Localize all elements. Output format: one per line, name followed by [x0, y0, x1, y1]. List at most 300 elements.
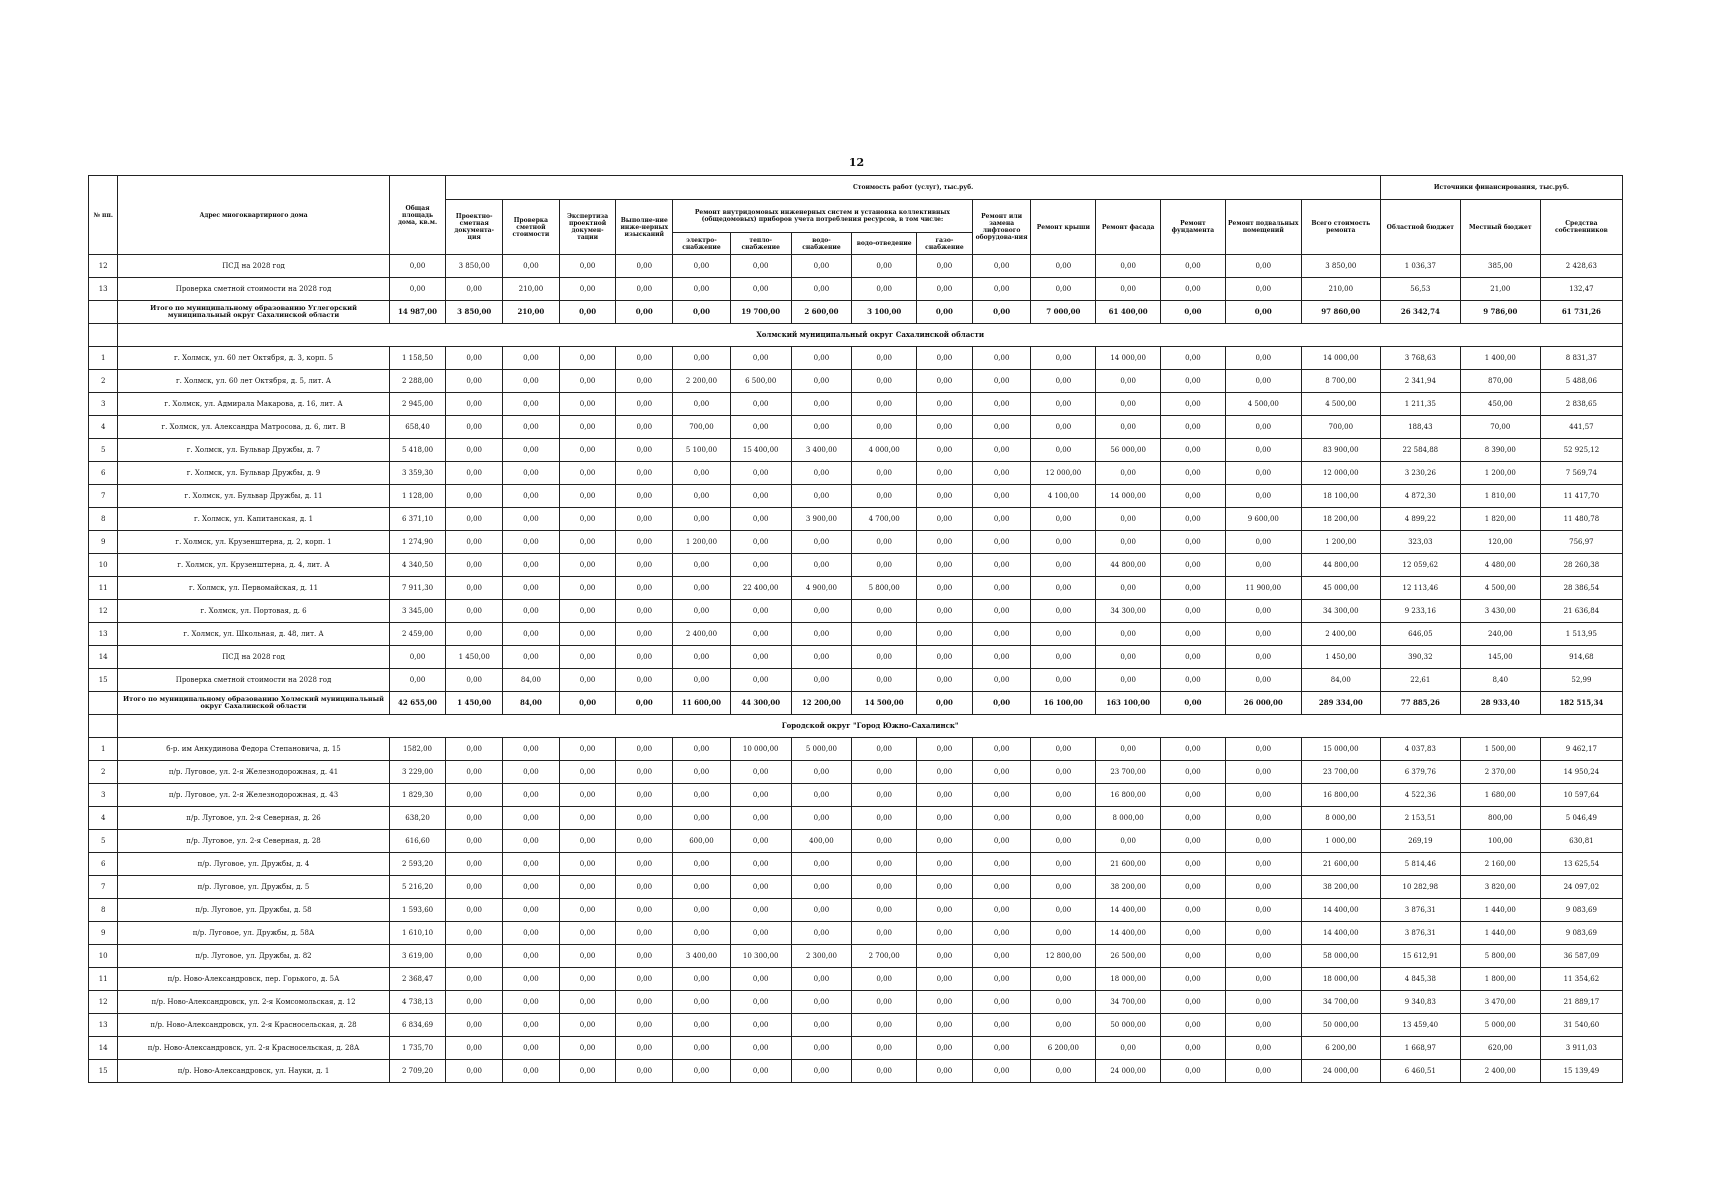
value-cell: 0,00 — [852, 761, 917, 784]
value-cell: 0,00 — [446, 439, 503, 462]
table-row — [89, 416, 1623, 439]
value-cell: 34 300,00 — [1096, 600, 1161, 623]
value-cell: 0,00 — [1096, 623, 1161, 646]
value-cell: 0,00 — [1031, 968, 1096, 991]
value-cell: 0,00 — [673, 761, 731, 784]
table-row — [89, 945, 1623, 968]
value-cell: 0,00 — [791, 278, 852, 301]
col-survey-header: Выполне-ние инже-нерных изысканий — [616, 200, 673, 255]
value-cell: 14 950,24 — [1540, 761, 1622, 784]
value-cell: 0,00 — [616, 646, 673, 669]
value-cell: 10 597,64 — [1540, 784, 1622, 807]
value-cell: 0,00 — [972, 278, 1031, 301]
table-row — [89, 761, 1623, 784]
col-water-header: водо-снабжение — [791, 233, 852, 255]
value-cell: 0,00 — [972, 761, 1031, 784]
value-cell: 1 200,00 — [1301, 531, 1380, 554]
value-cell: 19 700,00 — [730, 301, 791, 324]
value-cell: 12 000,00 — [1031, 462, 1096, 485]
value-cell: 0,00 — [972, 830, 1031, 853]
value-cell: 1 500,00 — [1460, 738, 1540, 761]
address-cell: г. Холмск, ул. Первомайская, д. 11 — [118, 577, 389, 600]
value-cell: 0,00 — [1161, 922, 1226, 945]
value-cell: 0,00 — [1225, 462, 1301, 485]
value-cell: 1 593,60 — [389, 899, 446, 922]
value-cell: 385,00 — [1460, 255, 1540, 278]
row-number-cell: 12 — [89, 991, 118, 1014]
value-cell: 0,00 — [559, 1037, 616, 1060]
value-cell: 9 083,69 — [1540, 922, 1622, 945]
value-cell: 0,00 — [917, 531, 973, 554]
value-cell: 0,00 — [852, 968, 917, 991]
value-cell: 0,00 — [1161, 830, 1226, 853]
value-cell: 0,00 — [1031, 393, 1096, 416]
value-cell: 0,00 — [559, 416, 616, 439]
value-cell: 8 000,00 — [1096, 807, 1161, 830]
table-row — [89, 922, 1623, 945]
value-cell: 0,00 — [852, 531, 917, 554]
value-cell: 2 945,00 — [389, 393, 446, 416]
value-cell: 0,00 — [503, 991, 560, 1014]
value-cell: 0,00 — [917, 1037, 973, 1060]
value-cell: 0,00 — [616, 301, 673, 324]
address-cell: г. Холмск, ул. 60 лет Октября, д. 5, лит. А — [118, 370, 389, 393]
value-cell: 1 400,00 — [1460, 347, 1540, 370]
value-cell: 0,00 — [616, 945, 673, 968]
value-cell: 390,32 — [1380, 646, 1460, 669]
value-cell: 0,00 — [1161, 945, 1226, 968]
value-cell: 0,00 — [1225, 600, 1301, 623]
row-number-cell: 13 — [89, 278, 118, 301]
value-cell: 0,00 — [503, 600, 560, 623]
value-cell: 3 876,31 — [1380, 922, 1460, 945]
table-row — [89, 370, 1623, 393]
value-cell: 0,00 — [559, 669, 616, 692]
table-row — [89, 485, 1623, 508]
value-cell: 0,00 — [1161, 623, 1226, 646]
value-cell: 0,00 — [791, 968, 852, 991]
value-cell: 0,00 — [1031, 761, 1096, 784]
value-cell: 0,00 — [972, 991, 1031, 1014]
value-cell: 22 584,88 — [1380, 439, 1460, 462]
address-cell: ПСД на 2028 год — [118, 255, 389, 278]
value-cell: 0,00 — [446, 899, 503, 922]
value-cell: 0,00 — [972, 393, 1031, 416]
value-cell: 3 850,00 — [446, 255, 503, 278]
value-cell: 0,00 — [616, 669, 673, 692]
value-cell: 620,00 — [1460, 1037, 1540, 1060]
value-cell: 700,00 — [673, 416, 731, 439]
value-cell: 0,00 — [730, 1014, 791, 1037]
value-cell: 0,00 — [616, 577, 673, 600]
value-cell: 9 462,17 — [1540, 738, 1622, 761]
table-row — [89, 968, 1623, 991]
address-cell: п/р. Ново-Александровск, ул. Науки, д. 1 — [118, 1060, 389, 1083]
value-cell: 0,00 — [852, 462, 917, 485]
value-cell: 0,00 — [503, 968, 560, 991]
value-cell: 0,00 — [673, 577, 731, 600]
value-cell: 1 450,00 — [1301, 646, 1380, 669]
value-cell: 11 900,00 — [1225, 577, 1301, 600]
value-cell: 0,00 — [389, 255, 446, 278]
row-number-cell: 2 — [89, 761, 118, 784]
col-expertise-header: Экспертиза проектной докумен-тации — [559, 200, 616, 255]
row-number-cell: 14 — [89, 1037, 118, 1060]
value-cell: 0,00 — [730, 508, 791, 531]
value-cell: 0,00 — [559, 692, 616, 715]
value-cell: 4 845,38 — [1380, 968, 1460, 991]
table-row — [89, 784, 1623, 807]
value-cell: 0,00 — [616, 738, 673, 761]
value-cell: 0,00 — [616, 439, 673, 462]
value-cell: 14 000,00 — [1301, 347, 1380, 370]
value-cell: 0,00 — [673, 784, 731, 807]
address-cell: Итого по муниципальному образованию Углегорский муниципальный округ Сахалинской области — [118, 301, 389, 324]
value-cell: 0,00 — [917, 462, 973, 485]
value-cell: 0,00 — [852, 830, 917, 853]
value-cell: 0,00 — [852, 416, 917, 439]
value-cell: 0,00 — [972, 922, 1031, 945]
value-cell: 3 430,00 — [1460, 600, 1540, 623]
value-cell: 0,00 — [730, 623, 791, 646]
value-cell: 2 593,20 — [389, 853, 446, 876]
section-header-row — [89, 324, 1623, 347]
value-cell: 0,00 — [791, 531, 852, 554]
row-number-cell: 6 — [89, 853, 118, 876]
value-cell: 0,00 — [917, 278, 973, 301]
row-number-cell: 1 — [89, 347, 118, 370]
value-cell: 0,00 — [730, 1060, 791, 1083]
value-cell: 0,00 — [559, 922, 616, 945]
value-cell: 0,00 — [972, 554, 1031, 577]
value-cell: 0,00 — [673, 278, 731, 301]
value-cell: 56 000,00 — [1096, 439, 1161, 462]
value-cell: 0,00 — [446, 370, 503, 393]
value-cell: 2 400,00 — [1301, 623, 1380, 646]
value-cell: 0,00 — [1096, 1037, 1161, 1060]
row-number-cell: 11 — [89, 968, 118, 991]
row-number-cell: 5 — [89, 830, 118, 853]
value-cell: 0,00 — [730, 876, 791, 899]
value-cell: 0,00 — [616, 416, 673, 439]
value-cell: 0,00 — [972, 347, 1031, 370]
value-cell: 0,00 — [1031, 876, 1096, 899]
value-cell: 3 820,00 — [1460, 876, 1540, 899]
value-cell: 0,00 — [1225, 991, 1301, 1014]
value-cell: 6 379,76 — [1380, 761, 1460, 784]
value-cell: 38 200,00 — [1096, 876, 1161, 899]
value-cell: 8 831,37 — [1540, 347, 1622, 370]
value-cell: 1 274,90 — [389, 531, 446, 554]
row-number-cell: 5 — [89, 439, 118, 462]
value-cell: 16 100,00 — [1031, 692, 1096, 715]
value-cell: 0,00 — [559, 853, 616, 876]
value-cell: 0,00 — [1031, 623, 1096, 646]
value-cell: 0,00 — [1031, 370, 1096, 393]
value-cell: 0,00 — [730, 531, 791, 554]
value-cell: 0,00 — [446, 485, 503, 508]
value-cell: 58 000,00 — [1301, 945, 1380, 968]
address-cell: п/р. Луговое, ул. Дружбы, д. 58А — [118, 922, 389, 945]
value-cell: 0,00 — [559, 968, 616, 991]
page-number: 12 — [848, 156, 865, 169]
value-cell: 0,00 — [1096, 393, 1161, 416]
address-cell: п/р. Ново-Александровск, ул. 2-я Красносельская, д. 28 — [118, 1014, 389, 1037]
value-cell: 0,00 — [559, 1060, 616, 1083]
value-cell: 0,00 — [616, 623, 673, 646]
value-cell: 638,20 — [389, 807, 446, 830]
value-cell: 8 700,00 — [1301, 370, 1380, 393]
value-cell: 34 700,00 — [1301, 991, 1380, 1014]
value-cell: 0,00 — [673, 1037, 731, 1060]
value-cell: 0,00 — [917, 922, 973, 945]
value-cell: 0,00 — [917, 370, 973, 393]
value-cell: 0,00 — [1031, 830, 1096, 853]
value-cell: 0,00 — [1161, 370, 1226, 393]
value-cell: 0,00 — [972, 485, 1031, 508]
value-cell: 0,00 — [972, 692, 1031, 715]
value-cell: 3 876,31 — [1380, 899, 1460, 922]
value-cell: 0,00 — [559, 738, 616, 761]
value-cell: 0,00 — [1161, 899, 1226, 922]
value-cell: 7 569,74 — [1540, 462, 1622, 485]
col-lift-header: Ремонт или замена лифтового оборудова-ния — [972, 200, 1031, 255]
value-cell: 2 341,94 — [1380, 370, 1460, 393]
address-cell: п/р. Луговое, ул. 2-я Северная, д. 28 — [118, 830, 389, 853]
value-cell: 0,00 — [852, 278, 917, 301]
value-cell: 0,00 — [791, 784, 852, 807]
value-cell: 120,00 — [1460, 531, 1540, 554]
row-number-cell: 8 — [89, 899, 118, 922]
repair-cost-table — [88, 175, 1623, 1083]
value-cell: 0,00 — [616, 462, 673, 485]
value-cell: 2 459,00 — [389, 623, 446, 646]
value-cell: 0,00 — [559, 876, 616, 899]
value-cell: 0,00 — [917, 255, 973, 278]
col-basement-header: Ремонт подвальных помещений — [1225, 200, 1301, 255]
value-cell: 0,00 — [972, 508, 1031, 531]
value-cell: 0,00 — [446, 623, 503, 646]
value-cell: 0,00 — [1225, 945, 1301, 968]
value-cell: 0,00 — [503, 738, 560, 761]
value-cell: 0,00 — [446, 347, 503, 370]
value-cell: 0,00 — [730, 899, 791, 922]
value-cell: 0,00 — [917, 899, 973, 922]
value-cell: 0,00 — [972, 255, 1031, 278]
value-cell: 77 885,26 — [1380, 692, 1460, 715]
value-cell: 0,00 — [1225, 669, 1301, 692]
value-cell: 0,00 — [1031, 899, 1096, 922]
value-cell: 0,00 — [1225, 1014, 1301, 1037]
row-number-cell: 3 — [89, 393, 118, 416]
value-cell: 0,00 — [791, 853, 852, 876]
value-cell: 26 342,74 — [1380, 301, 1460, 324]
table-row — [89, 876, 1623, 899]
table-row — [89, 853, 1623, 876]
value-cell: 4 522,36 — [1380, 784, 1460, 807]
table-row — [89, 278, 1623, 301]
value-cell: 0,00 — [852, 1037, 917, 1060]
value-cell: 0,00 — [616, 554, 673, 577]
value-cell: 38 200,00 — [1301, 876, 1380, 899]
value-cell: 1 735,70 — [389, 1037, 446, 1060]
col-local-header: Местный бюджет — [1460, 200, 1540, 255]
value-cell: 0,00 — [673, 669, 731, 692]
address-cell: Проверка сметной стоимости на 2028 год — [118, 669, 389, 692]
value-cell: 0,00 — [446, 968, 503, 991]
value-cell: 7 911,30 — [389, 577, 446, 600]
address-cell: г. Холмск, ул. Школьная, д. 48, лит. А — [118, 623, 389, 646]
value-cell: 0,00 — [446, 577, 503, 600]
value-cell: 0,00 — [972, 945, 1031, 968]
value-cell: 0,00 — [1031, 600, 1096, 623]
value-cell: 0,00 — [972, 899, 1031, 922]
value-cell: 0,00 — [1031, 807, 1096, 830]
value-cell: 0,00 — [1096, 278, 1161, 301]
value-cell: 0,00 — [730, 278, 791, 301]
value-cell: 0,00 — [1161, 853, 1226, 876]
value-cell: 0,00 — [917, 347, 973, 370]
value-cell: 10 282,98 — [1380, 876, 1460, 899]
value-cell: 1 440,00 — [1460, 922, 1540, 945]
value-cell: 0,00 — [1161, 968, 1226, 991]
address-cell: Проверка сметной стоимости на 2028 год — [118, 278, 389, 301]
value-cell: 16 800,00 — [1096, 784, 1161, 807]
value-cell: 0,00 — [730, 646, 791, 669]
value-cell: 5 000,00 — [791, 738, 852, 761]
value-cell: 0,00 — [730, 991, 791, 1014]
value-cell: 4 900,00 — [791, 577, 852, 600]
value-cell: 210,00 — [503, 301, 560, 324]
value-cell: 0,00 — [1225, 761, 1301, 784]
row-number-cell: 4 — [89, 416, 118, 439]
value-cell: 0,00 — [791, 807, 852, 830]
value-cell: 0,00 — [559, 485, 616, 508]
table-row — [89, 899, 1623, 922]
value-cell: 182 515,34 — [1540, 692, 1622, 715]
value-cell: 0,00 — [446, 1014, 503, 1037]
value-cell: 0,00 — [917, 784, 973, 807]
value-cell: 0,00 — [917, 393, 973, 416]
value-cell: 28 386,54 — [1540, 577, 1622, 600]
value-cell: 0,00 — [1031, 1014, 1096, 1037]
row-number-cell: 10 — [89, 945, 118, 968]
value-cell: 0,00 — [673, 255, 731, 278]
value-cell: 3 470,00 — [1460, 991, 1540, 1014]
value-cell: 9 600,00 — [1225, 508, 1301, 531]
value-cell: 0,00 — [446, 807, 503, 830]
value-cell: 2 288,00 — [389, 370, 446, 393]
value-cell: 0,00 — [503, 646, 560, 669]
table-row — [89, 531, 1623, 554]
value-cell: 0,00 — [616, 1060, 673, 1083]
value-cell: 10 000,00 — [730, 738, 791, 761]
value-cell: 50 000,00 — [1301, 1014, 1380, 1037]
value-cell: 0,00 — [1161, 991, 1226, 1014]
value-cell: 15 139,49 — [1540, 1060, 1622, 1083]
value-cell: 0,00 — [1161, 1060, 1226, 1083]
value-cell: 0,00 — [1161, 1037, 1226, 1060]
value-cell: 9 233,16 — [1380, 600, 1460, 623]
row-number-cell: 14 — [89, 646, 118, 669]
value-cell: 52 925,12 — [1540, 439, 1622, 462]
section-header-row — [89, 715, 1623, 738]
address-cell: г. Холмск, ул. Бульвар Дружбы, д. 11 — [118, 485, 389, 508]
value-cell: 0,00 — [852, 554, 917, 577]
value-cell: 0,00 — [1031, 577, 1096, 600]
value-cell: 0,00 — [389, 278, 446, 301]
value-cell: 5 488,06 — [1540, 370, 1622, 393]
row-number-cell: 9 — [89, 531, 118, 554]
value-cell: 0,00 — [1161, 531, 1226, 554]
value-cell: 44 800,00 — [1301, 554, 1380, 577]
value-cell: 9 786,00 — [1460, 301, 1540, 324]
table-header — [89, 176, 1623, 255]
address-cell: п/р. Ново-Александровск, ул. 2-я Комсомольская, д. 12 — [118, 991, 389, 1014]
value-cell: 0,00 — [972, 1037, 1031, 1060]
value-cell: 26 000,00 — [1225, 692, 1301, 715]
value-cell: 0,00 — [1225, 738, 1301, 761]
value-cell: 0,00 — [791, 416, 852, 439]
value-cell: 0,00 — [503, 531, 560, 554]
value-cell: 0,00 — [917, 301, 973, 324]
value-cell: 0,00 — [1161, 600, 1226, 623]
value-cell: 1 668,97 — [1380, 1037, 1460, 1060]
value-cell: 0,00 — [1031, 922, 1096, 945]
value-cell: 0,00 — [1031, 439, 1096, 462]
value-cell: 3 345,00 — [389, 600, 446, 623]
value-cell: 0,00 — [446, 830, 503, 853]
value-cell: 0,00 — [559, 462, 616, 485]
value-cell: 3 619,00 — [389, 945, 446, 968]
value-cell: 0,00 — [1225, 278, 1301, 301]
value-cell: 2 838,65 — [1540, 393, 1622, 416]
value-cell: 0,00 — [917, 646, 973, 669]
row-number-cell: 7 — [89, 485, 118, 508]
col-electro-header: электро-снабжение — [673, 233, 731, 255]
value-cell: 22 400,00 — [730, 577, 791, 600]
value-cell: 2 153,51 — [1380, 807, 1460, 830]
value-cell: 0,00 — [559, 646, 616, 669]
value-cell: 0,00 — [446, 393, 503, 416]
value-cell: 50 000,00 — [1096, 1014, 1161, 1037]
value-cell: 2 400,00 — [1460, 1060, 1540, 1083]
value-cell: 2 400,00 — [673, 623, 731, 646]
value-cell: 0,00 — [559, 1014, 616, 1037]
value-cell: 0,00 — [1161, 439, 1226, 462]
row-number-cell: 7 — [89, 876, 118, 899]
value-cell: 4 340,50 — [389, 554, 446, 577]
value-cell: 0,00 — [972, 1014, 1031, 1037]
value-cell: 0,00 — [446, 738, 503, 761]
value-cell: 646,05 — [1380, 623, 1460, 646]
value-cell: 0,00 — [852, 370, 917, 393]
row-number-cell: 3 — [89, 784, 118, 807]
value-cell: 0,00 — [559, 899, 616, 922]
table-row — [89, 439, 1623, 462]
value-cell: 0,00 — [852, 922, 917, 945]
value-cell: 0,00 — [917, 600, 973, 623]
value-cell: 600,00 — [673, 830, 731, 853]
value-cell: 0,00 — [1225, 416, 1301, 439]
value-cell: 44 300,00 — [730, 692, 791, 715]
value-cell: 0,00 — [616, 393, 673, 416]
value-cell: 2 300,00 — [791, 945, 852, 968]
col-foundation-header: Ремонт фундамента — [1161, 200, 1226, 255]
value-cell: 0,00 — [503, 830, 560, 853]
value-cell: 5 046,49 — [1540, 807, 1622, 830]
value-cell: 2 709,20 — [389, 1060, 446, 1083]
